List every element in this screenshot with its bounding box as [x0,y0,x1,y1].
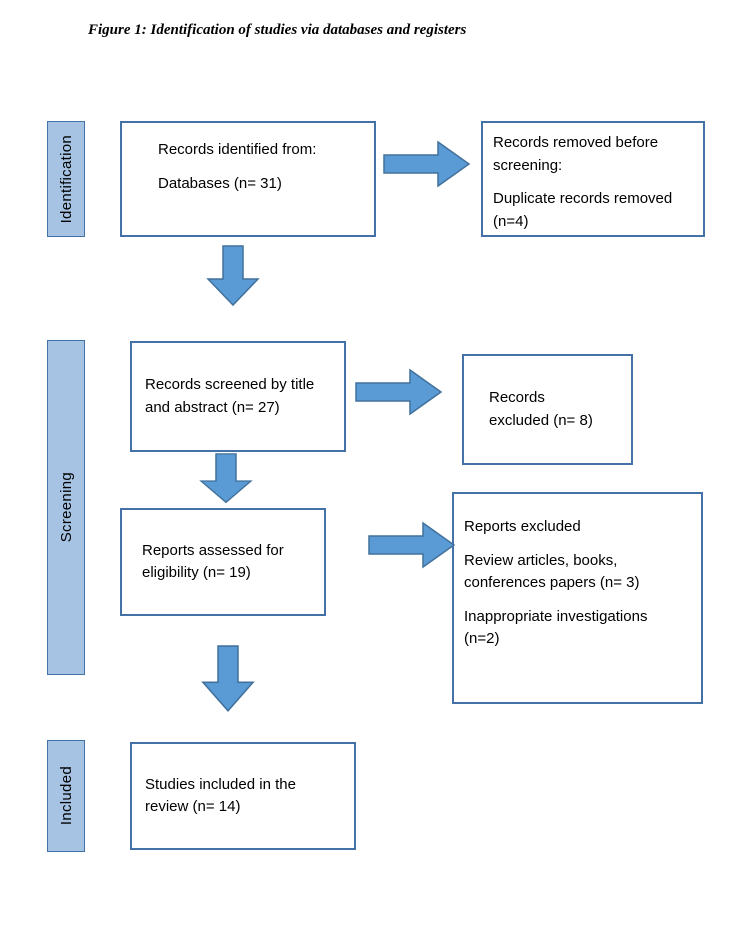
stage-screening-label: Screening [57,472,75,543]
right-arrow-icon [368,521,456,569]
records-removed-line: Records removed before screening: [493,134,659,174]
down-arrow-icon [206,245,260,307]
studies-included-line: Studies included in the review (n= 14) [145,775,296,815]
records-removed-line: Duplicate records removed (n=4) [493,190,673,230]
right-arrow-icon [383,140,471,188]
records-identified-line: Records identified from: [158,141,317,158]
box-records-excluded [462,354,633,465]
reports-assessed-line: Reports assessed for eligibility (n= 19) [142,541,284,581]
stage-identification-label: Identification [57,134,75,224]
records-excluded-line: Records [489,389,545,406]
stage-bar-screening [47,340,85,675]
stage-bar-included [47,740,85,852]
reports-excluded-line: Review articles, books, conferences papers (n= 3) [464,551,640,591]
box-records-removed [481,121,705,237]
box-records-identified [120,121,376,237]
down-arrow-icon [199,453,253,504]
records-identified-line: Databases (n= 31) [158,174,282,192]
down-arrow-icon [201,645,255,713]
records-excluded-line: excluded (n= 8) [489,411,593,429]
box-reports-assessed [120,508,326,616]
box-records-screened [130,341,346,452]
records-screened-line: Records screened by title and abstract (n= 27) [145,376,315,416]
stage-included-label: Included [57,766,75,826]
box-studies-included [130,742,356,850]
stage-bar-identification [47,121,85,237]
right-arrow-icon [355,368,443,416]
reports-excluded-line: Reports excluded [464,518,581,535]
reports-excluded-line: Inappropriate investigations (n=2) [464,607,648,647]
figure-title: Figure 1: Identification of studies via databases and registers [88,22,467,38]
box-reports-excluded [452,492,703,704]
